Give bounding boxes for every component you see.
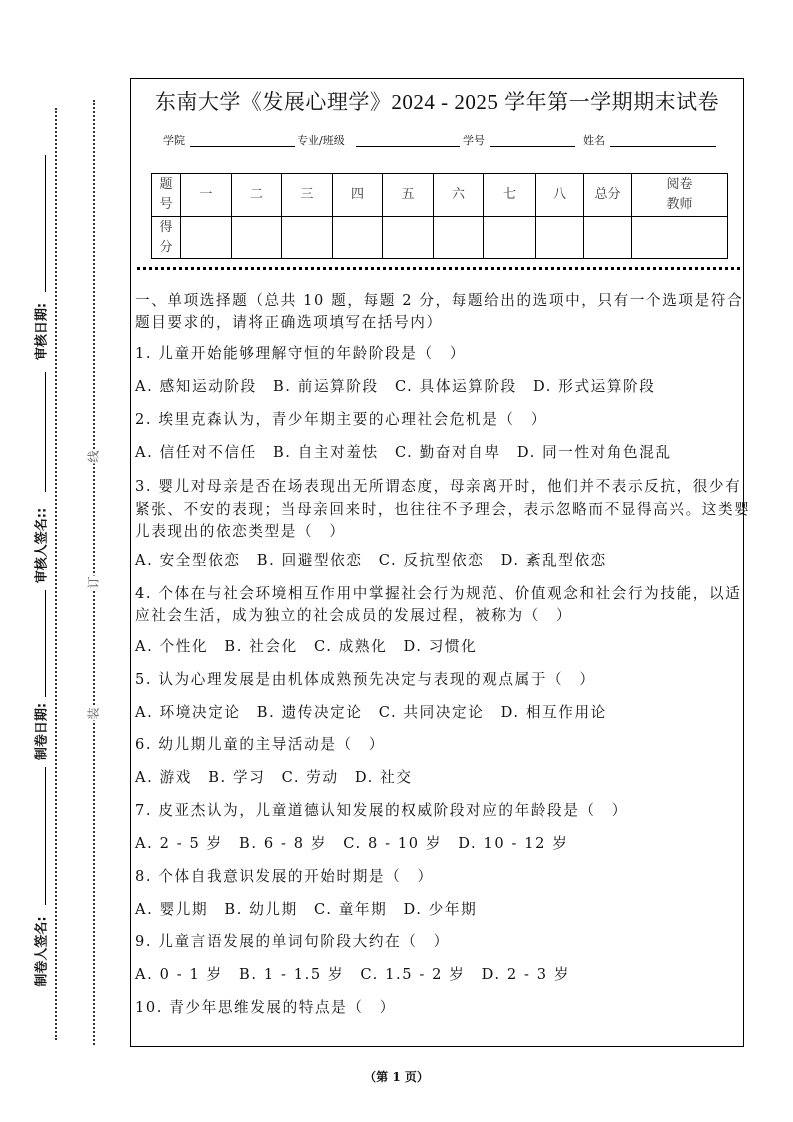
grader-cell[interactable] xyxy=(632,217,728,259)
student-id-label: 学号 xyxy=(463,134,485,147)
options-9: A. 0 - 1 岁 B. 1 - 1.5 岁 C. 1.5 - 2 岁 D. 2 - 3 岁 xyxy=(135,966,571,983)
reviewer-signature-label: 审核人签名:: xyxy=(34,507,50,584)
score-cell[interactable] xyxy=(536,217,584,259)
name-field[interactable] xyxy=(610,146,716,147)
question-9: 9. 儿童言语发展的单词句阶段大约在（ ） xyxy=(135,933,450,950)
name-label: 姓名 xyxy=(583,134,605,147)
column-header: 一 xyxy=(181,174,232,217)
column-header: 六 xyxy=(434,174,484,217)
page-number: （第 1 页） xyxy=(364,1070,429,1084)
dotted-separator xyxy=(137,267,740,270)
score-cell[interactable] xyxy=(232,217,282,259)
options-5: A. 环境决定论 B. 遗传决定论 C. 共同决定论 D. 相互作用论 xyxy=(135,704,607,721)
question-3-cont: 儿表现出的依恋类型是（ ） xyxy=(135,523,346,540)
college-field[interactable] xyxy=(190,146,295,147)
score-cell[interactable] xyxy=(282,217,333,259)
question-3: 3. 婴儿对母亲是否在场表现出无所谓态度，母亲离开时，他们并不表示反抗，很少有 xyxy=(135,478,742,495)
options-3: A. 安全型依恋 B. 回避型依恋 C. 反抗型依恋 D. 紊乱型依恋 xyxy=(135,552,607,569)
bind-bind-char: 装 xyxy=(86,707,101,720)
question-8: 8. 个体自我意识发展的开始时期是（ ） xyxy=(135,868,434,885)
column-header: 总分 xyxy=(584,174,632,217)
exam-title: 东南大学《发展心理学》2024 - 2025 学年第一学期期末试卷 xyxy=(154,90,720,114)
maker-signature-line xyxy=(45,767,46,905)
score-cell[interactable] xyxy=(434,217,484,259)
reviewer-signature-line xyxy=(45,372,46,492)
options-8: A. 婴儿期 B. 幼儿期 C. 童年期 D. 少年期 xyxy=(135,901,478,918)
options-6: A. 游戏 B. 学习 C. 劳动 D. 社交 xyxy=(135,769,413,786)
score-row-header: 得 分 xyxy=(152,217,181,259)
section-heading-cont: 题目要求的，请将正确选项填写在括号内） xyxy=(135,314,443,331)
score-cell[interactable] xyxy=(484,217,536,259)
question-10: 10. 青少年思维发展的特点是（ ） xyxy=(135,999,396,1016)
grader-header: 阅卷 教师 xyxy=(632,174,728,217)
column-header: 四 xyxy=(333,174,383,217)
options-2: A. 信任对不信任 B. 自主对羞怯 C. 勤奋对自卑 D. 同一性对角色混乱 xyxy=(135,444,672,461)
options-1: A. 感知运动阶段 B. 前运算阶段 C. 具体运算阶段 D. 形式运算阶段 xyxy=(135,378,656,395)
question-3-cont: 紧张、不安的表现；当母亲回来时，也往往不予理会，表示忽略而不显得高兴。这类婴 xyxy=(135,501,751,518)
review-date-label: 审核日期: xyxy=(34,302,50,361)
options-7: A. 2 - 5 岁 B. 6 - 8 岁 C. 8 - 10 岁 D. 10 - 12 岁 xyxy=(135,835,569,852)
question-6: 6. 幼儿期儿童的主导活动是（ ） xyxy=(135,736,386,753)
question-7: 7. 皮亚杰认为，儿童道德认知发展的权威阶段对应的年龄段是（ ） xyxy=(135,802,628,819)
section-heading: 一、单项选择题（总共 10 题，每题 2 分，每题给出的选项中，只有一个选项是符合 xyxy=(135,292,744,309)
column-header: 五 xyxy=(383,174,434,217)
question-4-cont: 应社会生活，成为独立的社会成员的发展过程，被称为（ ） xyxy=(135,607,573,624)
score-cell[interactable] xyxy=(584,217,632,259)
question-4: 4. 个体在与社会环境相互作用中掌握社会行为规范、价值观念和社会行为技能，以适 xyxy=(135,585,742,602)
column-header: 三 xyxy=(282,174,333,217)
question-2: 2. 埃里克森认为，青少年期主要的心理社会危机是（ ） xyxy=(135,411,548,428)
binding-dotted-line-outer xyxy=(55,108,57,1040)
make-date-label: 制卷日期: xyxy=(34,702,50,761)
question-number-header: 题 号 xyxy=(152,174,181,217)
column-header: 七 xyxy=(484,174,536,217)
question-5: 5. 认为心理发展是由机体成熟预先决定与表现的观点属于（ ） xyxy=(135,671,596,688)
student-id-field[interactable] xyxy=(490,146,575,147)
question-1: 1. 儿童开始能够理解守恒的年龄阶段是（ ） xyxy=(135,345,467,362)
column-header: 八 xyxy=(536,174,584,217)
major-class-label: 专业/班级 xyxy=(297,134,345,147)
column-header: 二 xyxy=(232,174,282,217)
options-4: A. 个性化 B. 社会化 C. 成熟化 D. 习惯化 xyxy=(135,638,478,655)
score-table xyxy=(151,173,728,259)
maker-signature-label: 制卷人签名: xyxy=(34,916,50,987)
score-cell[interactable] xyxy=(181,217,232,259)
score-cell[interactable] xyxy=(333,217,383,259)
bind-staple-char: 订 xyxy=(86,576,101,589)
binding-dotted-line-inner xyxy=(93,100,95,1045)
bind-line-char: 线 xyxy=(86,450,101,463)
major-class-field[interactable] xyxy=(356,146,460,147)
review-date-line xyxy=(45,155,46,292)
college-label: 学院 xyxy=(163,134,185,147)
score-cell[interactable] xyxy=(383,217,434,259)
